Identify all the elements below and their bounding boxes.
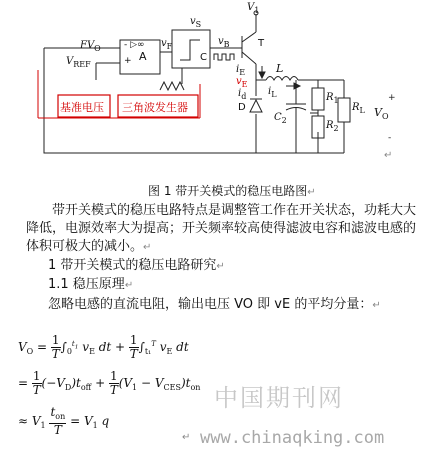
equation-line-3: ≈ $V_1$ $\frac{t_{on}}{T}$ = $V_1$ q	[18, 405, 110, 437]
label-vs: $v_S$	[190, 16, 202, 29]
paragraph-mark: ↵	[182, 432, 191, 443]
watermark-cn: 中国期刊网	[214, 384, 344, 412]
circuit-wires	[44, 14, 350, 153]
label-l: L	[276, 62, 284, 75]
label-r1: $R_1$	[326, 92, 339, 105]
label-vf: $v_F$	[161, 38, 173, 51]
diode-symbol	[250, 99, 262, 112]
watermark-url: www.chinaqking.com	[200, 428, 385, 448]
paragraph-lead: 忽略电感的直流电阻，输出电压 VO 即 vE 的平均分量：↵	[48, 297, 381, 312]
subsection-heading: 1.1 稳压原理↵	[48, 277, 134, 292]
label-ref-voltage: 基准电压	[60, 101, 104, 114]
svg-text:+: +	[388, 93, 396, 103]
label-opamp: - ▷∞	[124, 40, 145, 50]
label-v1: $V_1$	[247, 2, 260, 15]
section-heading: 1 带开关模式的稳压电路研究↵	[48, 258, 225, 273]
label-vb: $v_B$	[218, 36, 230, 49]
label-vo: $V_O$	[374, 106, 389, 121]
svg-text:-: -	[388, 133, 392, 143]
equation-line-2: = $\frac{1}{T}$ $(-V_D)t_{off}$ + $\frac{1}{T}$ $(V_1 - V_{CES})t_{on}$	[18, 369, 201, 397]
triangle-wave	[160, 82, 184, 90]
label-rl: $R_L$	[352, 102, 365, 115]
label-triangle-gen: 三角波发生器	[122, 101, 188, 114]
label-plus: +	[124, 56, 132, 66]
circuit-diagram	[0, 0, 421, 180]
label-d: D	[238, 102, 246, 113]
equation-line-1: $V_O$ = $\frac{1}{T}$ $\int_0^{t_1}$ $v_E$ dt + $\frac{1}{T}$ $\int_{t_1}^T$ $v_E$ dt	[18, 333, 189, 361]
label-ve: $v_E$	[236, 76, 248, 89]
label-vref: $V_{REF}$	[66, 56, 91, 69]
label-r2: $R_2$	[326, 120, 339, 133]
label-id: $i_d$	[238, 88, 247, 101]
label-ie: $i_E$	[236, 64, 246, 77]
paragraph-intro: 带开关模式的稳压电路特点是调整管工作在开关状态，功耗大大降低，电源效率大为提高；开关频率较高使得滤波电容和滤波电感的体积可极大的减小。↵	[26, 203, 417, 254]
label-fvo: $FV_O$	[80, 40, 101, 53]
pulse-wave	[214, 54, 234, 60]
label-c2: $C_2$	[274, 112, 287, 125]
label-a: A	[139, 50, 147, 63]
label-c: C	[200, 52, 207, 63]
label-t: T	[258, 38, 265, 49]
figure-caption: 图 1 带开关模式的稳压电路图↵	[148, 184, 316, 198]
paragraph-mark: ↵	[384, 150, 393, 161]
label-il: $i_L$	[268, 86, 277, 99]
vo-polarity	[388, 93, 396, 143]
